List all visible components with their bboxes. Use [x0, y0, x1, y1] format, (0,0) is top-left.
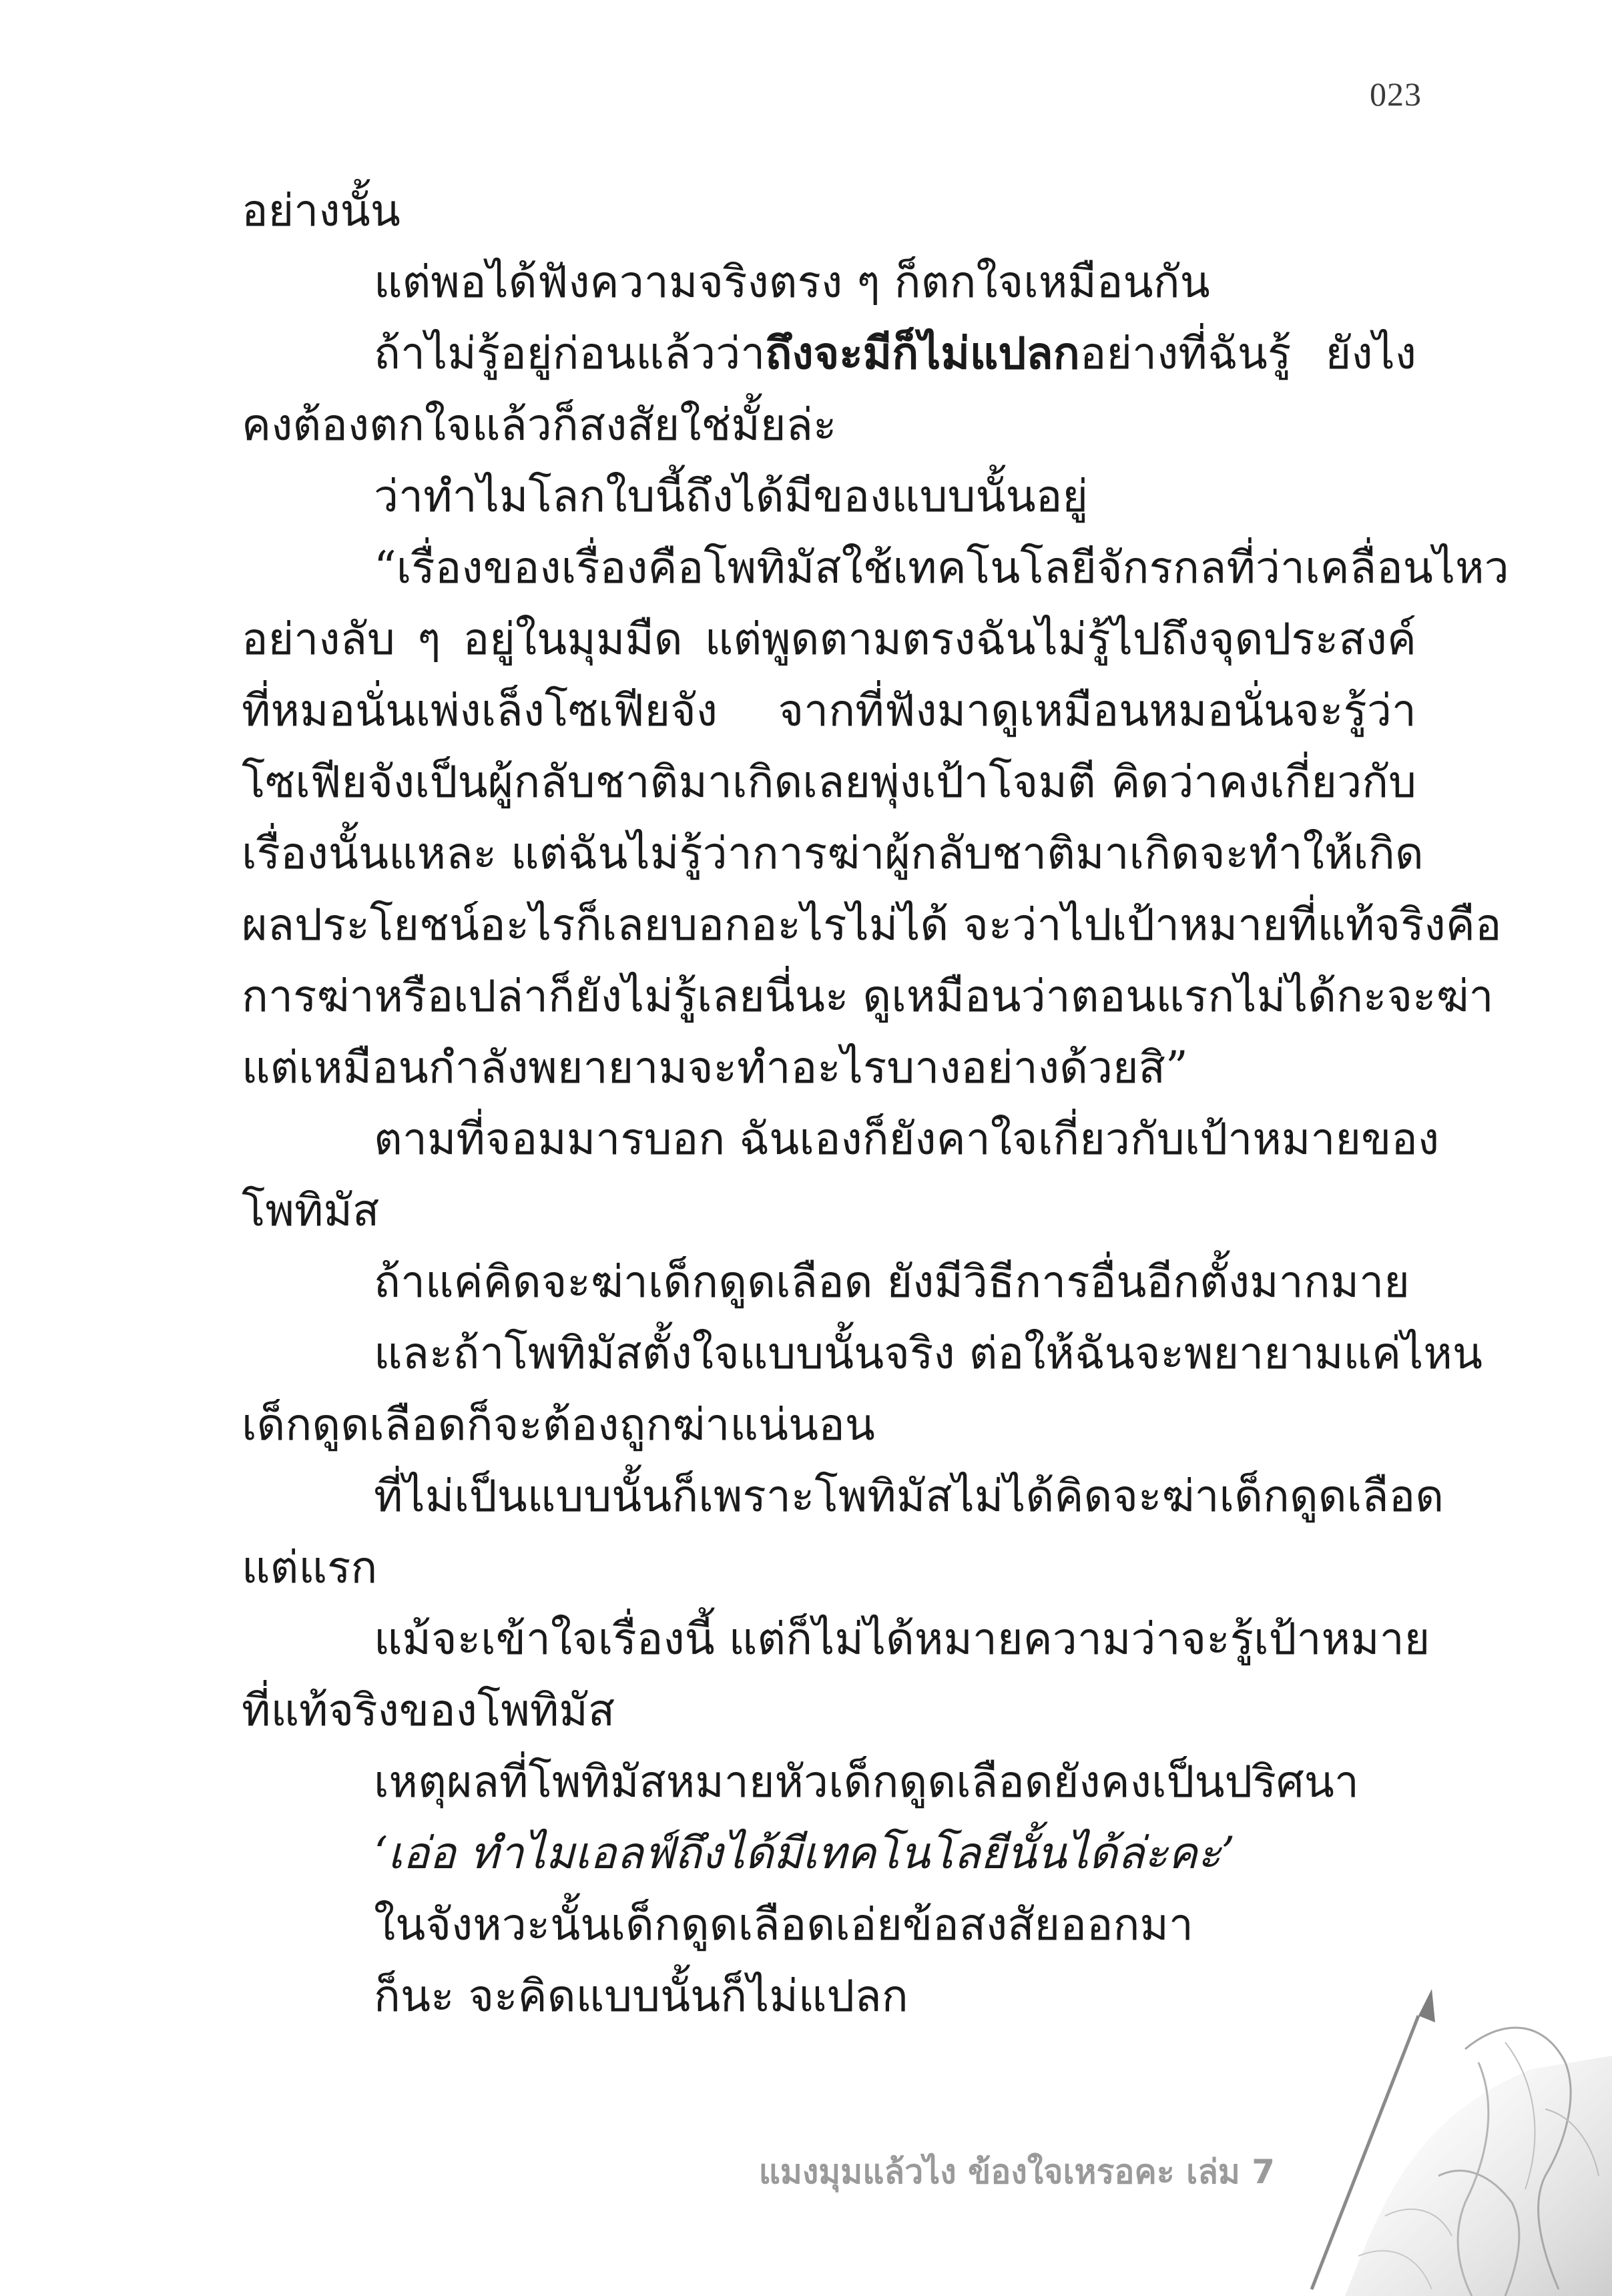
- emphasis-text: ถึงจะมีก็ไม่แปลก: [765, 327, 1080, 379]
- text-line: เด็กดูดเลือดก็จะต้องถูกฆ่าแน่นอน: [242, 1399, 875, 1450]
- text-line: ตามที่จอมมารบอก ฉันเองก็ยังคาใจเกี่ยวกับเป้าหมายของ: [374, 1113, 1440, 1165]
- text-line: อย่างลับ ๆ อยู่ในมุมมืด แต่พูดตามตรงฉันไม่รู้ไปถึงจุดประสงค์: [242, 613, 1416, 665]
- text-line: ที่แท้จริงของโพทิมัส: [242, 1685, 615, 1736]
- text-line: แม้จะเข้าใจเรื่องนี้ แต่ก็ไม่ได้หมายความว่าจะรู้เป้าหมาย: [374, 1613, 1430, 1665]
- text-line: ถ้าแค่คิดจะฆ่าเด็กดูดเลือด ยังมีวิธีการอื่นอีกตั้งมากมาย: [374, 1256, 1410, 1308]
- text-line: และถ้าโพทิมัสตั้งใจแบบนั้นจริง ต่อให้ฉันจะพยายามแค่ไหน: [374, 1328, 1483, 1379]
- text-line: [242, 318, 1416, 389]
- text-line: แต่แรก: [242, 1542, 378, 1593]
- text-line: อย่างนั้น: [242, 185, 400, 236]
- text-line: ว่าทำไมโลกใบนี้ถึงได้มีของแบบนั้นอยู่: [374, 471, 1089, 522]
- text-line: เหตุผลที่โพทิมัสหมายหัวเด็กดูดเลือดยังคงเป็นปริศนา: [374, 1756, 1359, 1807]
- text-line: ที่หมอนั่นเพ่งเล็งโซเฟียจัง จากที่ฟังมาดูเหมือนหมอนั่นจะรู้ว่า: [242, 685, 1416, 736]
- text-line: โซเฟียจังเป็นผู้กลับชาติมาเกิดเลยพุ่งเป้าโจมตี คิดว่าคงเกี่ยวกับ: [242, 756, 1416, 808]
- footer-book-title: แมงมุมแล้วไง ข้องใจเหรอคะ เล่ม 7: [758, 2152, 1275, 2191]
- text-span: อย่างที่ฉันรู้ ยังไง: [1079, 328, 1416, 379]
- text-line: “เรื่องของเรื่องคือโพทิมัสใช้เทคโนโลยีจักรกลที่ว่าเคลื่อนไหว: [374, 542, 1509, 593]
- text-span: ถ้าไม่รู้อยู่ก่อนแล้วว่า: [374, 328, 766, 379]
- text-line: แต่เหมือนกำลังพยายามจะทำอะไรบางอย่างด้วยสิ”: [242, 1042, 1188, 1093]
- text-line: ผลประโยชน์อะไรก็เลยบอกอะไรไม่ได้ จะว่าไปเป้าหมายที่แท้จริงคือ: [242, 899, 1502, 950]
- text-line: โพทิมัส: [242, 1185, 380, 1236]
- text-line: ในจังหวะนั้นเด็กดูดเลือดเอ่ยข้อสงสัยออกมา: [374, 1899, 1193, 1950]
- character-illustration: [1265, 1976, 1612, 2296]
- text-line: เรื่องนั้นแหละ แต่ฉันไม่รู้ว่าการฆ่าผู้กลับชาติมาเกิดจะทำให้เกิด: [242, 828, 1424, 879]
- page-number: 023: [1370, 75, 1422, 113]
- body-text: [242, 175, 1509, 2032]
- text-line: คงต้องตกใจแล้วก็สงสัยใช่มั้ยล่ะ: [242, 399, 837, 451]
- text-line: ที่ไม่เป็นแบบนั้นก็เพราะโพทิมัสไม่ได้คิดจะฆ่าเด็กดูดเลือด: [374, 1470, 1444, 1522]
- text-line: การฆ่าหรือเปล่าก็ยังไม่รู้เลยนี่นะ ดูเหมือนว่าตอนแรกไม่ได้กะจะฆ่า: [242, 970, 1494, 1022]
- text-line: แต่พอได้ฟังความจริงตรง ๆ ก็ตกใจเหมือนกัน: [374, 256, 1210, 308]
- text-line: ก็นะ จะคิดแบบนั้นก็ไม่แปลก: [374, 1970, 908, 2022]
- text-line: ‘เอ่อ ทำไมเอลฟ์ถึงได้มีเทคโนโลยีนั้นได้ล่ะคะ’: [374, 1827, 1236, 1879]
